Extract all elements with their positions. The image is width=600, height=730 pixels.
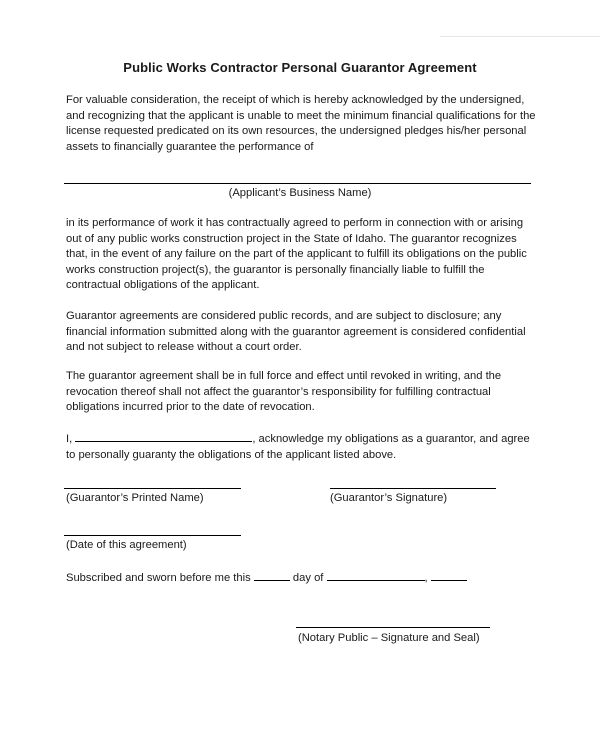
comma-text: , (424, 572, 428, 584)
year-blank[interactable] (431, 569, 467, 581)
signature-line[interactable] (330, 488, 496, 489)
notary-label: (Notary Public – Signature and Seal) (298, 632, 480, 644)
day-of-text: day of (292, 572, 324, 584)
date-label: (Date of this agreement) (66, 539, 187, 551)
printed-name-label: (Guarantor’s Printed Name) (66, 492, 204, 504)
date-line[interactable] (64, 535, 241, 536)
acknowledgement-paragraph (66, 430, 536, 463)
document-title: Public Works Contractor Personal Guarantor Agreement (123, 60, 477, 75)
business-name-label: (Applicant’s Business Name) (228, 187, 372, 199)
notary-line[interactable] (296, 627, 490, 628)
day-blank[interactable] (254, 569, 290, 581)
top-divider (440, 36, 600, 37)
printed-name-line[interactable] (64, 488, 241, 489)
paragraph-revocation: The guarantor agreement shall be in full force and effect until revoked in writing, and the revocation thereof shall not affect the guarantor’s responsibility for fulfilling contractual obligations incurred prior to the date of revocation. (66, 370, 502, 414)
ack-suffix: , acknowledge my obligations as a guarantor, and agree to personally guaranty the obligations of the applicant listed above. (66, 433, 530, 461)
subscribed-prefix: Subscribed and sworn before me this (66, 572, 251, 584)
subscribed-line (66, 569, 467, 584)
signature-label: (Guarantor’s Signature) (330, 492, 448, 504)
month-blank[interactable] (327, 569, 425, 581)
business-name-line[interactable] (64, 183, 531, 184)
ack-prefix: I, (66, 433, 73, 445)
paragraph-public-records: Guarantor agreements are considered public records, and are subject to disclosure; any financial information submitted along with the guarantor agreement is considered confidential and not subject to release without a court order. (66, 310, 526, 354)
guarantor-name-blank[interactable] (75, 430, 252, 442)
paragraph-performance: in its performance of work it has contractually agreed to perform in connection with or arising out of any public works construction project in the State of Idaho. The guarantor recognizes that, in the event of any failure on the part of the applicant to fulfill its obligations on the public works construction project(s), the guarantor is personally financially liable to fulfill the contractual obligations of the applicant. (66, 217, 527, 292)
paragraph-consideration: For valuable consideration, the receipt of which is hereby acknowledged by the undersigned, and recognizing that the applicant is unable to meet the minimum financial qualifications for the license requested predicated on its own resources, the undersigned pledges his/her personal assets to financially guarantee the performance of (66, 94, 536, 153)
